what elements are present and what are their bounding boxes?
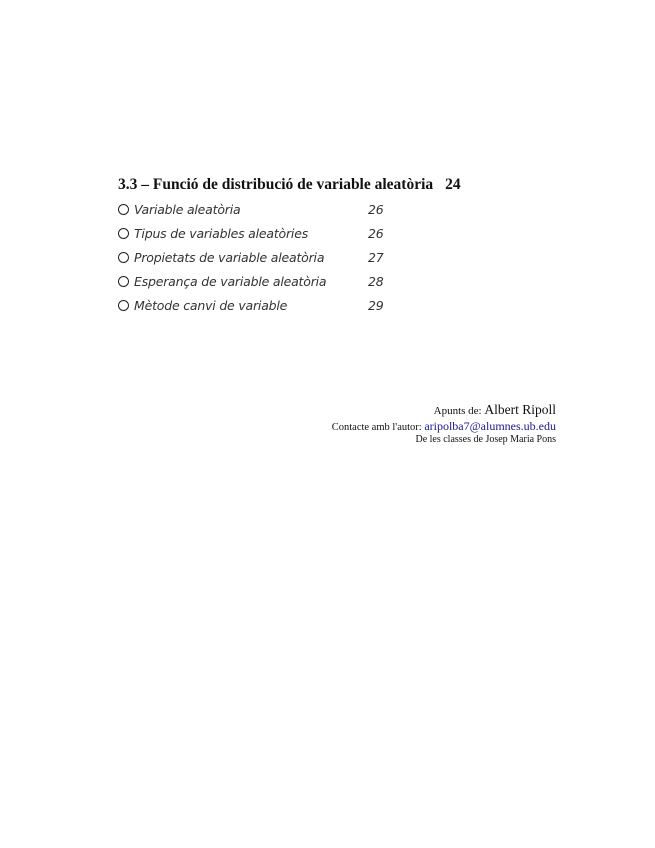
circle-bullet-icon (118, 228, 129, 239)
toc-item-label: Tipus de variables aleatòries (134, 226, 309, 241)
circle-bullet-icon (118, 204, 129, 215)
toc-item-page: 27 (368, 250, 384, 265)
toc-item[interactable] (118, 248, 398, 272)
toc-item-label: Esperança de variable aleatòria (134, 274, 327, 289)
circle-bullet-icon (118, 276, 129, 287)
classes-line: De les classes de Josep Maria Pons (415, 434, 556, 445)
circle-bullet-icon (118, 252, 129, 263)
apunts-line (332, 402, 556, 418)
toc-list (118, 200, 398, 320)
toc-item-page: 28 (368, 274, 384, 289)
circle-bullet-icon (118, 300, 129, 311)
apunts-prefix: Apunts de: (433, 405, 482, 417)
toc-item-label: Variable aleatòria (134, 202, 241, 217)
toc-item-page: 26 (368, 226, 384, 241)
credits-block (332, 402, 556, 445)
contact-line (332, 419, 556, 434)
toc-item[interactable] (118, 296, 398, 320)
toc-item-label: Mètode canvi de variable (134, 298, 288, 313)
toc-item-label: Propietats de variable aleatòria (134, 250, 325, 265)
author-name: Albert Ripoll (484, 402, 556, 417)
contact-prefix: Contacte amb l'autor: (331, 422, 422, 433)
section-title: 3.3 – Funció de distribució de variable aleatòria (118, 176, 434, 193)
toc-item-page: 29 (368, 298, 384, 313)
author-email-link[interactable]: aripolba7@alumnes.ub.edu (424, 419, 556, 433)
toc-item[interactable] (118, 272, 398, 296)
toc-item[interactable] (118, 200, 398, 224)
section-heading (118, 176, 461, 194)
toc-item[interactable] (118, 224, 398, 248)
toc-item-page: 26 (368, 202, 384, 217)
section-page-number: 24 (445, 176, 461, 193)
